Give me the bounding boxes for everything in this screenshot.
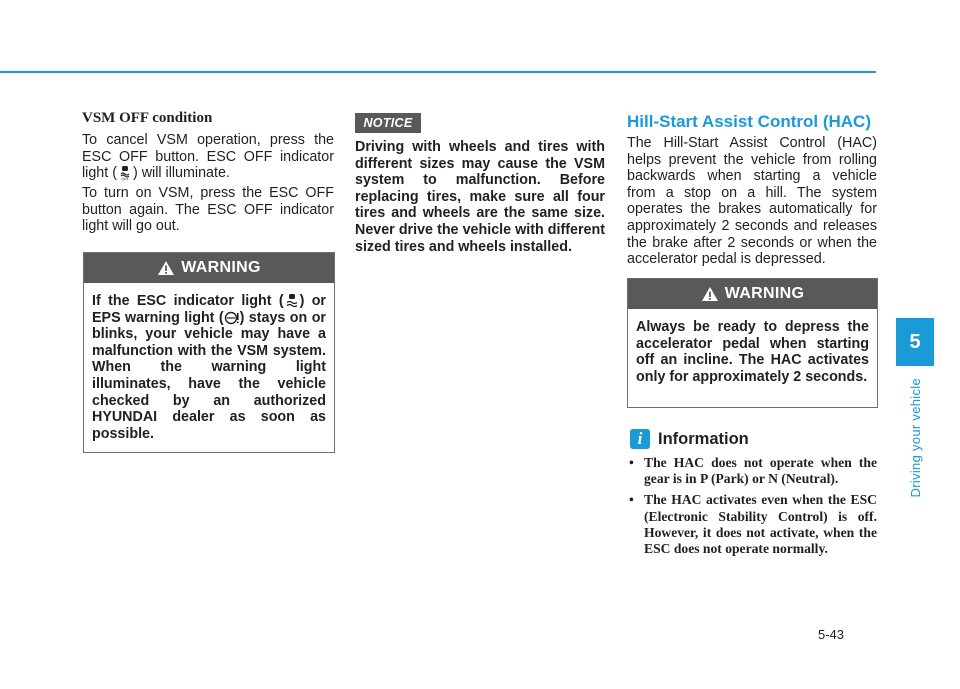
warning-label: WARNING [181, 259, 261, 276]
chapter-tab: 5 [896, 318, 934, 366]
svg-text:OFF: OFF [121, 176, 129, 182]
chapter-label [896, 378, 934, 498]
information-list [627, 455, 877, 562]
esc-off-indicator-icon [117, 165, 133, 181]
warning-text-part: ) stays on or blinks, your vehicle may have a malfunction with the VSM system. When the warning light illuminates, have the vehicle checked by an authorized HYUNDAI dealer as soon as possible. [92, 309, 326, 442]
page-number: 5-43 [818, 627, 845, 642]
paragraph-text: ) will illuminate. [132, 165, 230, 182]
eps-warning-icon [224, 310, 240, 326]
section-heading-vsm-off: VSM OFF condition [82, 110, 213, 126]
paragraph-hac: The Hill-Start Assist Control (HAC) helps prevent the vehicle from rolling backwards when starting a vehicle from a stop on a hill. The system operates the brakes automatically for approximately 2 seconds and releases the brake after 2 seconds or when the accelerator pedal is depressed. [627, 135, 877, 268]
information-title: Information [658, 429, 749, 448]
warning-label: WARNING [724, 285, 805, 302]
list-item: • The HAC does not operate when the gear is in P (Park) or N (Neutral). [627, 455, 877, 487]
warning-text [92, 293, 326, 442]
warning-body [628, 309, 877, 393]
warning-text-part: ) or EPS warning light ( [92, 293, 326, 326]
list-item: • The HAC activates even when the ESC (Electronic Stability Control) is off. However, it does not activate, when the ESC does not operate normally. [627, 492, 877, 557]
info-icon: i [630, 429, 650, 449]
esc-indicator-icon [284, 293, 300, 309]
section-heading-hac: Hill-Start Assist Control (HAC) [627, 112, 871, 131]
warning-box-hac [627, 278, 878, 408]
warning-body [84, 283, 334, 450]
warning-box-esc [83, 252, 335, 453]
warning-header [84, 253, 334, 283]
paragraph-cancel-vsm [82, 132, 334, 182]
top-rule [0, 71, 876, 73]
warning-text-part: If the ESC indicator light ( [92, 293, 284, 309]
warning-header [628, 279, 877, 309]
paragraph-turn-on-vsm: To turn on VSM, press the ESC OFF button again. The ESC OFF indicator light will go out. [82, 185, 334, 235]
warning-text: Always be ready to depress the accelerator pedal when starting off an incline. The HAC activates only for approximately 2 seconds. [636, 319, 869, 385]
chapter-label-text: Driving your vehicle [907, 378, 923, 498]
paragraph-text: To cancel VSM operation, press the ESC OFF button. ESC OFF indicator light ( [82, 132, 334, 182]
warning-triangle-icon [701, 286, 719, 302]
notice-text: Driving with wheels and tires with different sizes may cause the VSM system to malfunction. Before replacing tires, make sure all four tires and wheels are the same size. Never drive the vehicle with different sized tires and wheels installed. [355, 139, 605, 255]
warning-triangle-icon [157, 260, 175, 276]
notice-badge: NOTICE [355, 113, 421, 133]
information-heading [630, 429, 749, 449]
